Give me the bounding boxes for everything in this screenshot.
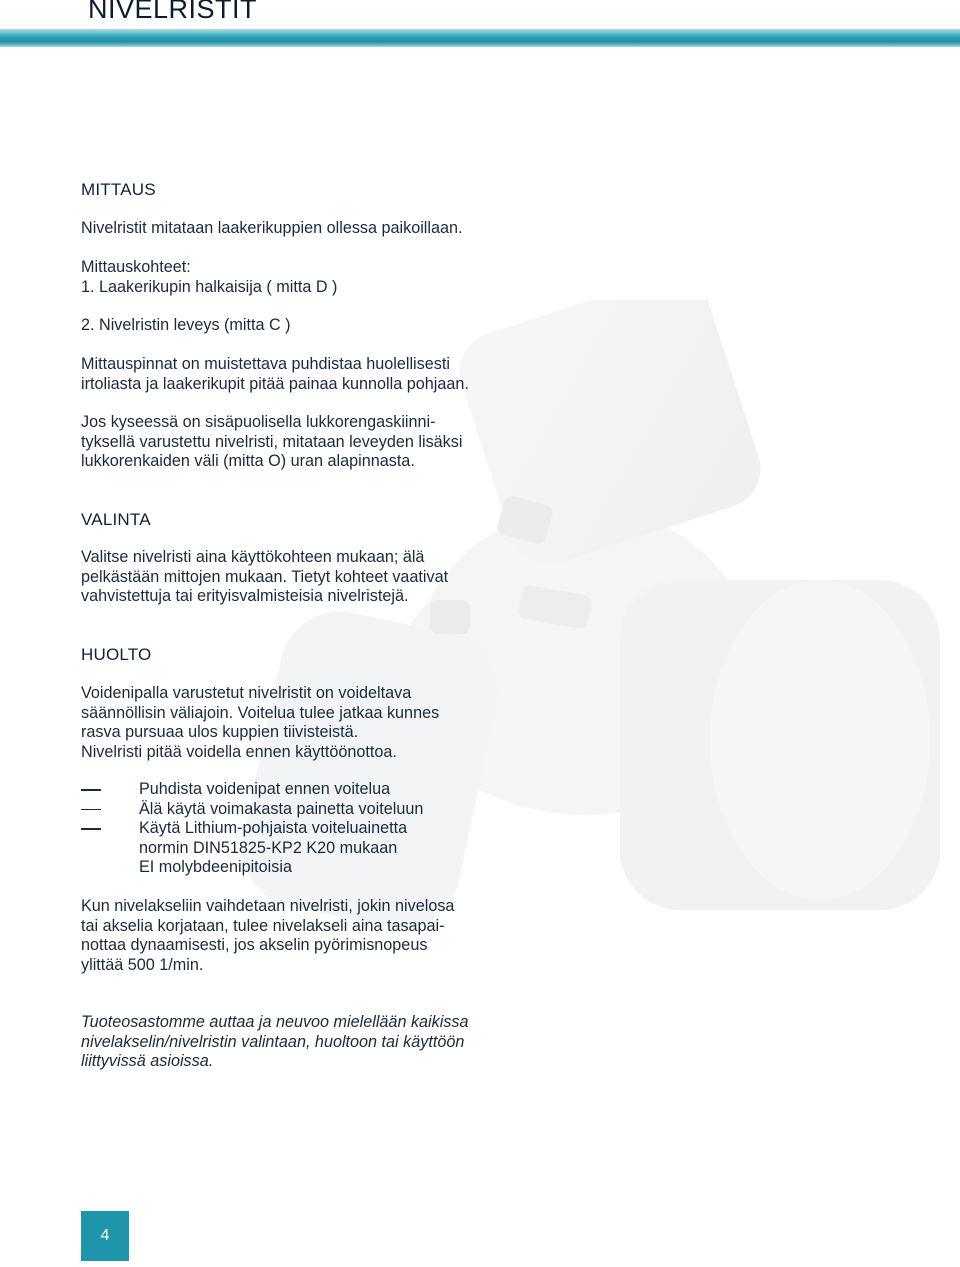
text-line: rasva pursuaa ulos kuppien tiivisteistä. bbox=[81, 723, 359, 741]
text-line: Mittauspinnat on muistettava puhdistaa huolellisesti bbox=[81, 355, 450, 373]
text-line: Kun nivelakseliin vaihdetaan nivelristi, jokin nivelosa bbox=[81, 897, 455, 915]
list-item bbox=[81, 780, 521, 800]
list-item-text: EI molybdeenipitoisia bbox=[139, 858, 292, 876]
text-line: Nivelristi pitää voidella ennen käyttöönottoa. bbox=[81, 742, 397, 761]
mittaus-paragraph-3: 2. Nivelristin leveys (mitta C ) bbox=[81, 316, 291, 334]
text-line: pelkästään mittojen mukaan. Tietyt kohteet vaativat bbox=[81, 567, 449, 586]
list-item bbox=[81, 800, 521, 820]
text-line: Valitse nivelristi aina käyttökohteen mukaan; älä bbox=[81, 548, 425, 566]
text-line: irtoliasta ja laakerikupit pitää painaa kunnolla pohjaan. bbox=[81, 374, 469, 393]
mittaus-paragraph-4 bbox=[81, 355, 469, 394]
mittaus-paragraph-5 bbox=[81, 413, 462, 472]
dash-icon bbox=[81, 828, 101, 830]
dash-icon bbox=[81, 789, 101, 791]
heading-valinta: VALINTA bbox=[81, 510, 151, 529]
text-line: tai akselia korjataan, tulee nivelakseli aina tasapai- bbox=[81, 916, 445, 935]
huolto-paragraph-2 bbox=[81, 897, 454, 975]
heading-mittaus: MITTAUS bbox=[81, 180, 156, 199]
list-item bbox=[81, 819, 521, 878]
list-item-text: Käytä Lithium-pohjaista voiteluainetta bbox=[139, 819, 408, 837]
page-title: NIVELRISTIT bbox=[88, 0, 258, 24]
text-line: liittyvissä asioissa. bbox=[81, 1052, 214, 1070]
valinta-paragraph bbox=[81, 548, 448, 607]
text-line: nottaa dynaamisesti, jos akselin pyörimisnopeus bbox=[81, 936, 428, 954]
text-line: tyksellä varustettu nivelristi, mitataan leveyden lisäksi bbox=[81, 432, 463, 451]
text-line: lukkorenkaiden väli (mitta O) uran alapinnasta. bbox=[81, 452, 415, 470]
maintenance-list bbox=[81, 780, 521, 878]
footer-note bbox=[81, 1013, 531, 1072]
text-line: Voidenipalla varustetut nivelristit on voideltava bbox=[81, 684, 412, 702]
text-line: säännöllisin väliajoin. Voitelua tulee jatkaa kunnes bbox=[81, 703, 440, 722]
text-line: ylittää 500 1/min. bbox=[81, 955, 204, 974]
text-line: Tuoteosastomme auttaa ja neuvoo mielellään kaikissa bbox=[81, 1013, 469, 1031]
header-band bbox=[0, 29, 960, 47]
list-item-text: normin DIN51825-KP2 K20 mukaan bbox=[139, 838, 398, 857]
text-line: Mittauskohteet: bbox=[81, 258, 191, 276]
mittaus-paragraph-1: Nivelristit mitataan laakerikuppien ollessa paikoillaan. bbox=[81, 219, 463, 237]
text-line: 1. Laakerikupin halkaisija ( mitta D ) bbox=[81, 277, 338, 296]
text-line: Jos kyseessä on sisäpuolisella lukkorengaskiinni- bbox=[81, 413, 436, 431]
page-number-badge: 4 bbox=[81, 1211, 129, 1261]
heading-huolto: HUOLTO bbox=[81, 645, 152, 664]
huolto-paragraph-1 bbox=[81, 684, 439, 762]
text-line: nivelakselin/nivelristin valintaan, huoltoon tai käyttöön bbox=[81, 1032, 465, 1051]
dash-icon bbox=[81, 809, 101, 811]
mittaus-paragraph-2 bbox=[81, 258, 337, 297]
text-line: vahvistettuja tai erityisvalmisteisia nivelristejä. bbox=[81, 587, 409, 605]
list-item-text: Puhdista voidenipat ennen voitelua bbox=[139, 780, 391, 798]
list-item-text: Älä käytä voimakasta painetta voiteluun bbox=[139, 799, 424, 818]
